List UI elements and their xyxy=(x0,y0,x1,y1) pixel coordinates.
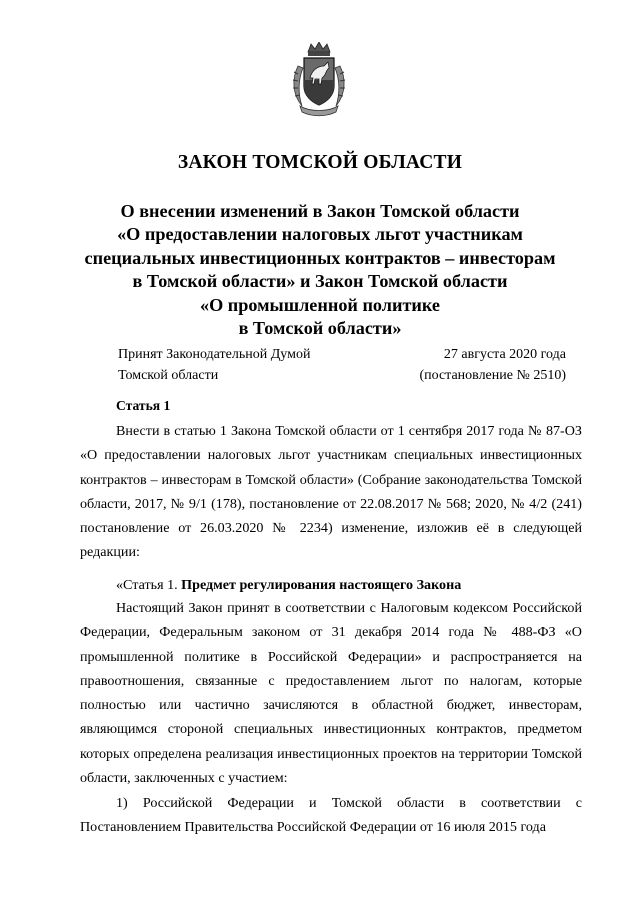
adoption-body xyxy=(118,344,310,386)
adoption-date xyxy=(419,344,566,386)
article-1-heading: Статья 1 xyxy=(116,398,171,413)
adoption-body-line: Принят Законодательной Думой xyxy=(118,347,311,362)
quoted-article-prefix: «Статья 1. xyxy=(116,577,182,593)
coat-of-arms-icon xyxy=(288,42,350,118)
adoption-date-line: 27 августа 2020 года xyxy=(443,347,566,362)
subtitle-line: специальных инвестиционных контрактов – инвесторам xyxy=(84,247,556,268)
article-1-text: Внести в статью 1 Закона Томской области от 1 сентября 2017 года № 87-ОЗ «О предоставлении налоговых льгот участникам специальных инвестиционных контрактов – инвесторам в Томской области» (Собрание законодательства Томской области, 2017, № 9/1 (178), постановление от 22.08.2017 № 568; 2020, № 4/2 (241) постановление от 26.03.2020 № 2234) изменение, изложив её в следующей редакции: xyxy=(80,423,582,561)
subtitle-line: в Томской области» xyxy=(238,318,402,339)
subtitle-line: «О промышленной политике xyxy=(200,294,440,315)
subtitle-line: в Томской области» и Закон Томской области xyxy=(132,271,508,292)
subtitle-line: О внесении изменений в Закон Томской области xyxy=(120,201,520,221)
list-item: 1) Российской Федерации и Томской области в соответствии с Постановлением Правительства Российской Федерации от 16 июля 2015 года xyxy=(80,795,582,836)
quoted-article-title: Предмет регулирования настоящего Закона xyxy=(181,577,462,593)
adoption-resolution-line: (постановление № 2510) xyxy=(419,368,566,383)
law-subtitle xyxy=(60,200,580,340)
quoted-article-text: Настоящий Закон принят в соответствии с Налоговым кодексом Российской Федерации, Федеральным законом от 31 декабря 2014 года № 488-ФЗ «О промышленной политике в Российской Федерации» и распространяется на правоотношения, связанные с предоставлением льгот по налогам, которые полностью или частично зачисляются в областной бюджет, инвесторам, являющимся стороной специальных инвестиционных контрактов, предметом которых определена реализация инвестиционных проектов на территории Томской области, заключенных с участием: xyxy=(80,600,582,787)
subtitle-line: «О предоставлении налоговых льгот участникам xyxy=(117,224,523,245)
quoted-article-heading xyxy=(80,573,582,597)
law-title: ЗАКОН ТОМСКОЙ ОБЛАСТИ xyxy=(177,152,463,173)
adoption-body-line: Томской области xyxy=(118,368,219,383)
